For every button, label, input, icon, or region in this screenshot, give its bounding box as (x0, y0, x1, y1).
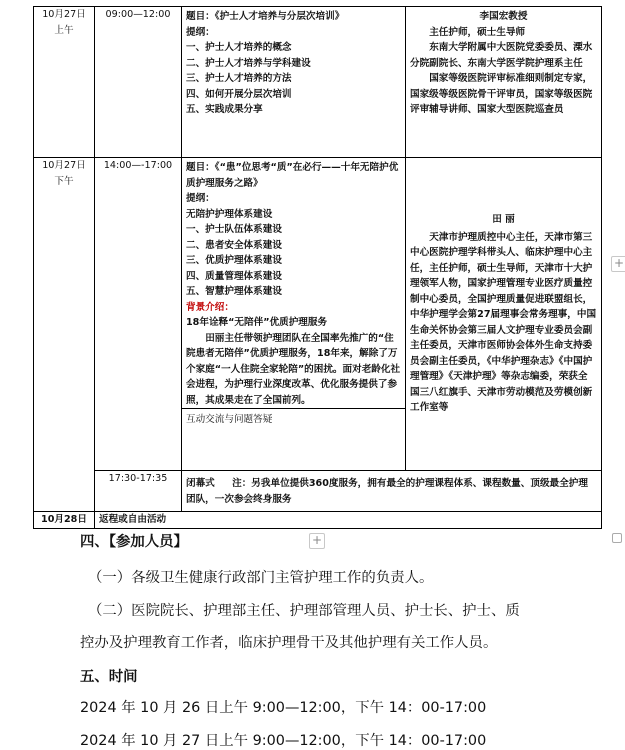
paragraph: （一）各级卫生健康行政部门主管护理工作的负责人。 (88, 570, 434, 586)
speaker-cell (406, 7, 602, 158)
topic-cell (182, 158, 406, 471)
speaker-bio-line: 主任护师，硕士生导师 (429, 26, 526, 38)
schedule-row-departure (34, 512, 602, 529)
departure-cell (95, 512, 602, 529)
closing-cell (182, 471, 602, 512)
add-row-icon[interactable]: + (309, 533, 325, 549)
schedule-row-morning (34, 7, 602, 158)
paragraph: （二）医院院长、护理部主任、护理部管理人员、护士长、护士、质 (88, 603, 520, 619)
schedule-row-afternoon (34, 158, 602, 471)
outline-item: 一、护士队伍体系建设 (186, 224, 282, 235)
time-line: 2024 年 10 月 27 日上午 9:00—12:00，下午 14：00-17:00 (80, 733, 487, 749)
intro-label: 背景介绍： (186, 301, 234, 313)
time-line: 2024 年 10 月 26 日上午 9:00—12:00，下午 14：00-17:00 (80, 700, 487, 716)
closing-note: 注：另我单位提供360度服务，拥有最全的护理课程体系、课程数量、顶级最全护理团队，一次参会终身服务 (186, 478, 588, 505)
outline-item: 三、护士人才培养的方法 (186, 73, 292, 84)
date-cell: 10月27日 上午 (34, 7, 95, 158)
paragraph: 控办及护理教育工作者，临床护理骨干及其他护理有关工作人员。 (80, 635, 498, 651)
interaction-note: 互动交流与问题答疑 (182, 408, 405, 430)
speaker-bio-line: 东南大学附属中大医院党委委员、溧水分院副院长、东南大学医学院护理系主任 (410, 42, 593, 69)
speaker-name: 田 丽 (492, 214, 515, 226)
outline-item: 四、质量管理体系建设 (186, 270, 282, 282)
section-heading: 五、时间 (80, 669, 138, 685)
section-heading: 四、【参加人员】 (80, 534, 188, 550)
time-cell: 17:30-17:35 (95, 471, 182, 512)
intro-text: 田丽主任带领护理团队在全国率先推广的“住院患者无陪伴”优质护理服务，18年来，解除了万个家庭“一人住院全家轮陪”的困扰。面对老龄化社会进程，为护理行业深度改革、优化服务提供了参照，其成果走在了全国前列。 (186, 332, 401, 406)
closing-label: 闭幕式 (186, 478, 215, 489)
topic-title: 题目：《护士人才培养与分层次培训》 (186, 11, 345, 22)
date-cell: 10月27日 下午 (34, 158, 95, 512)
date-cell: 10月28日 (34, 512, 95, 529)
outline-item: 五、智慧护理体系建设 (186, 286, 282, 297)
speaker-name: 李国宏教授 (479, 11, 528, 22)
topic-cell (182, 7, 406, 158)
time-cell: 14:00—-17:00 (95, 158, 182, 471)
outline-item: 五、实践成果分享 (186, 104, 263, 115)
outline-label: 提纲： (186, 193, 215, 204)
outline-item: 一、护士人才培养的概念 (186, 42, 292, 53)
schedule-row-closing (34, 471, 602, 512)
outline-label: 提纲： (186, 26, 215, 38)
outline-item: 二、护士人才培养与学科建设 (186, 57, 311, 69)
outline-item: 三、优质护理体系建设 (186, 255, 282, 266)
table-resize-icon[interactable] (612, 533, 622, 543)
outline-item: 二、患者安全体系建设 (186, 239, 282, 251)
intro-title: 18年诠释“无陪伴”优质护理服务 (186, 317, 328, 328)
outline-item: 四、如何开展分层次培训 (186, 88, 292, 100)
speaker-cell (406, 158, 602, 471)
outline-item: 无陪护护理体系建设 (186, 208, 273, 220)
speaker-bio-line: 国家等级医院评审标准细则制定专家，国家级等级医院骨干评审员，国家等级医院评审辅导讲师、国家大型医院巡查员 (410, 73, 593, 115)
time-cell: 09:00—12:00 (95, 7, 182, 158)
departure-text: 返程或自由活动 (99, 514, 167, 525)
topic-title: 题目：《“患”位思考“质”在必行——十年无陪护优质护理服务之路》 (186, 162, 399, 189)
add-column-icon[interactable]: + (611, 256, 625, 272)
schedule-table (33, 6, 602, 529)
speaker-bio: 天津市护理质控中心主任，天津市第三中心医院护理学科带头人、临床护理中心主任，主任护师，硕士生导师，天津市十大护理领军人物，国家护理管理专业医疗质量控制中心委员，全国护理质量促进联盟组长，中华护理学会第27届理事会常务理事，中国生命关怀协会第三届人文护理专业委员会副主任委员，天津市医师协会体外生命支持委员会副主任委员，《中华护理杂志》《中国护理管理》《天津护理》等杂志编委，荣获全国三八红旗手、天津市劳动模范及劳模创新工作室等 (410, 231, 597, 414)
